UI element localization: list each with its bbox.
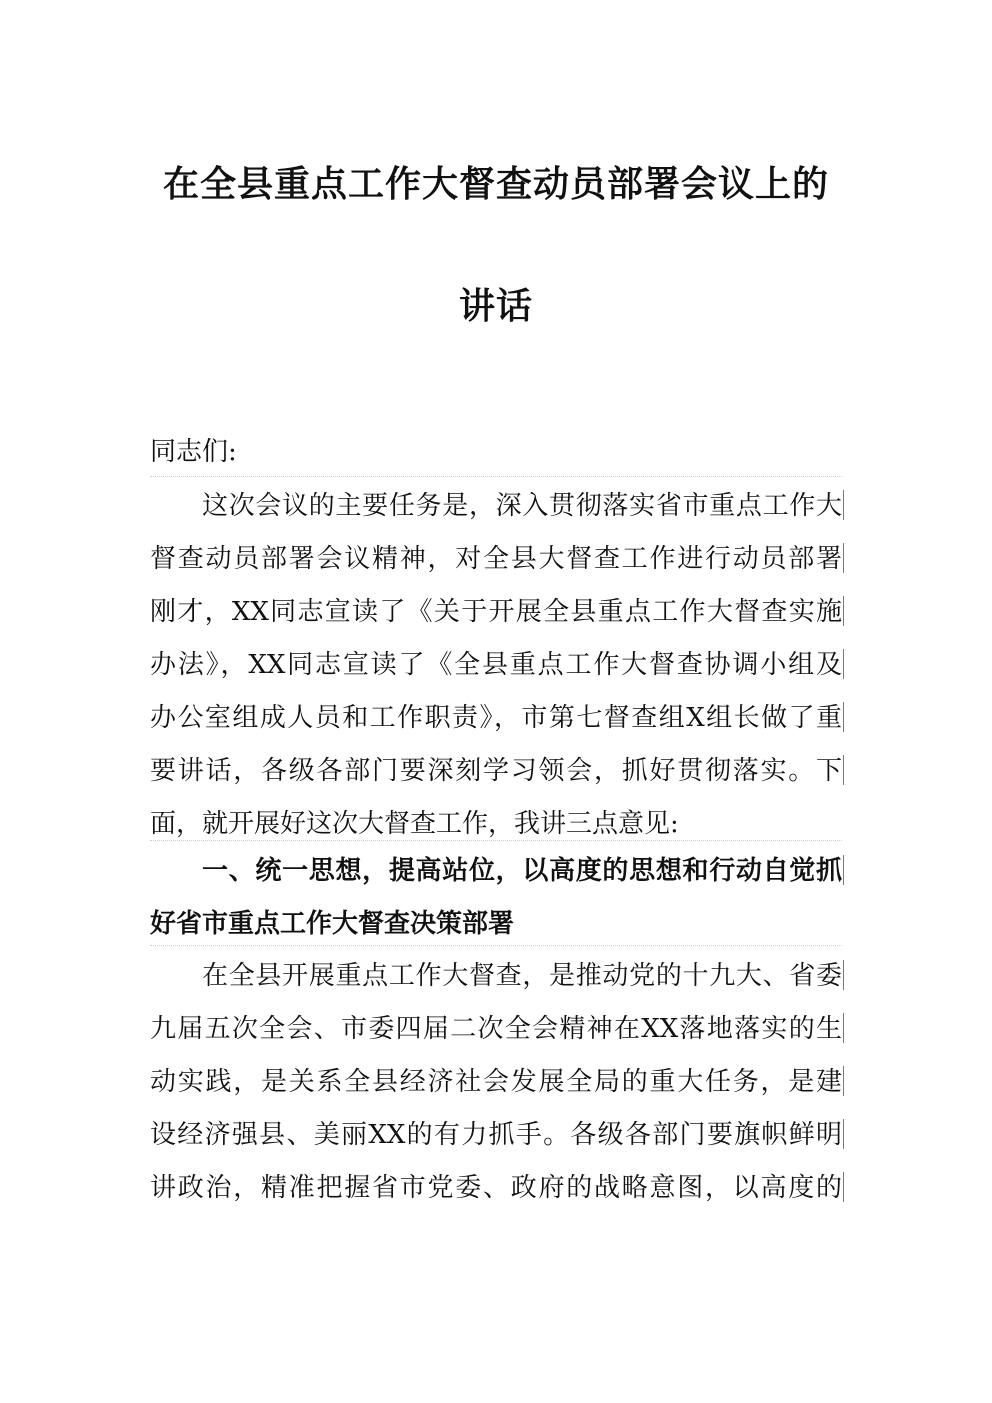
line-end-mark (843, 1066, 844, 1096)
salutation: 同志们: (150, 437, 237, 467)
paragraph-1-line: 办法》，XX同志宣读了《全县重点工作大督查协调小组及 (150, 650, 842, 680)
line-end-mark (843, 1172, 844, 1202)
line-end-mark (843, 702, 844, 732)
section-divider (150, 945, 842, 946)
section-heading-line: 好省市重点工作大督查决策部署 (150, 909, 515, 939)
document-title-line-2: 讲话 (458, 285, 533, 327)
document-title-line-1: 在全县重点工作大督查动员部署会议上的 (162, 163, 829, 205)
section-heading-line: 一、统一思想，提高站位，以高度的思想和行动自觉抓 (202, 856, 842, 886)
paragraph-1-line: 这次会议的主要任务是，深入贯彻落实省市重点工作大 (202, 491, 842, 521)
line-end-mark (843, 649, 844, 679)
paragraph-1-line: 刚才，XX同志宣读了《关于开展全县重点工作大督查实施 (150, 597, 842, 627)
paragraph-2-line: 在全县开展重点工作大督查，是推动党的十九大、省委 (202, 961, 842, 991)
section-divider (150, 840, 842, 841)
line-end-mark (843, 855, 844, 885)
line-end-mark (843, 755, 844, 785)
paragraph-1-line: 面，就开展好这次大督查工作，我讲三点意见: (150, 809, 679, 839)
paragraph-2-line: 九届五次全会、市委四届二次全会精神在XX落地落实的生 (150, 1014, 842, 1044)
line-end-mark (843, 543, 844, 573)
line-end-mark (843, 960, 844, 990)
line-end-mark (843, 1013, 844, 1043)
line-end-mark (843, 596, 844, 626)
paragraph-1-line: 督查动员部署会议精神，对全县大督查工作进行动员部署 (150, 544, 842, 574)
paragraph-1-line: 办公室组成人员和工作职责》，市第七督查组X组长做了重 (150, 703, 842, 733)
line-end-mark (843, 490, 844, 520)
paragraph-2-line: 动实践，是关系全县经济社会发展全局的重大任务，是建 (150, 1067, 842, 1097)
line-end-mark (843, 1119, 844, 1149)
paragraph-1-line: 要讲话，各级各部门要深刻学习领会，抓好贯彻落实。下 (150, 756, 842, 786)
paragraph-2-line: 设经济强县、美丽XX的有力抓手。各级各部门要旗帜鲜明 (150, 1120, 842, 1150)
paragraph-2-line: 讲政治，精准把握省市党委、政府的战略意图，以高度的 (150, 1173, 842, 1203)
section-divider (150, 476, 842, 477)
